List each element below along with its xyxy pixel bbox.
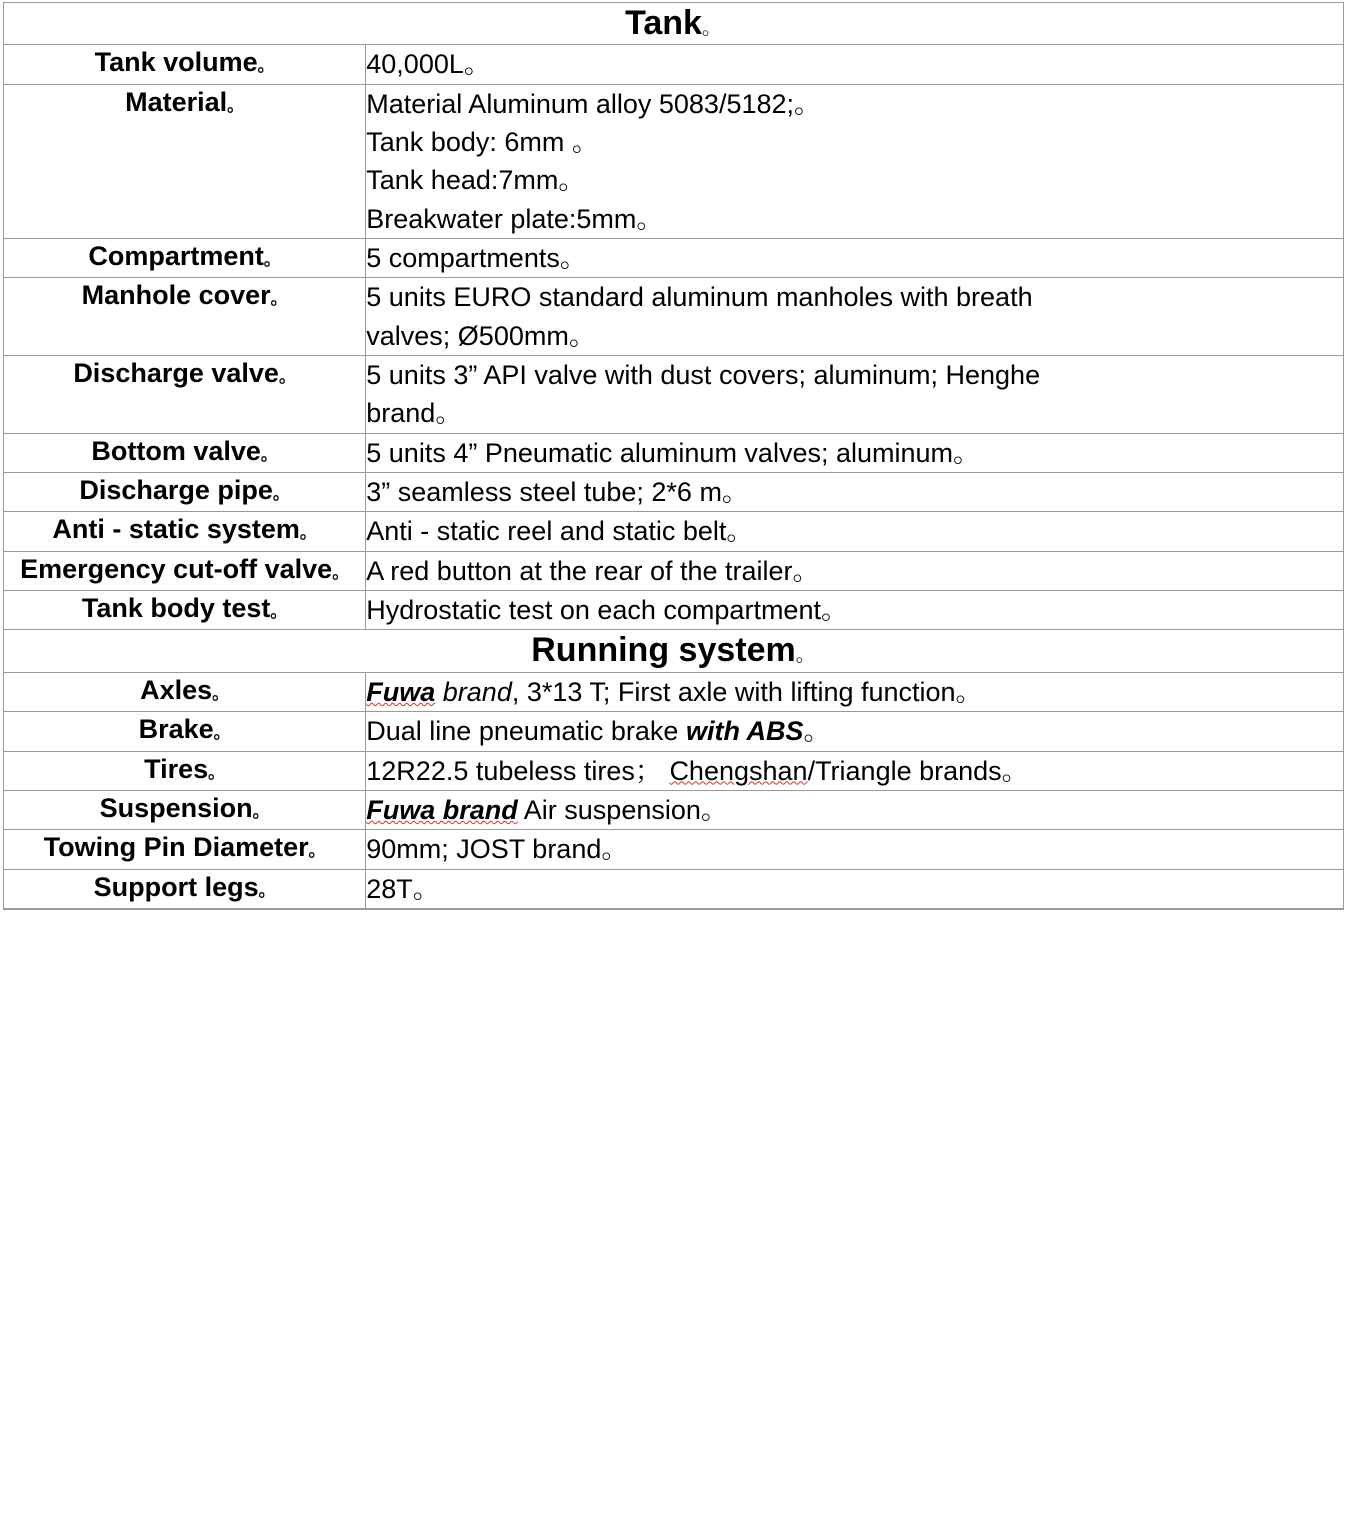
table-row (4, 278, 1344, 356)
label-text: Axles (140, 674, 213, 705)
label-text: Towing Pin Diameter (43, 832, 309, 863)
value-line: brand。 (366, 398, 463, 429)
value-line: 5 units 4” Pneumatic aluminum valves; aluminum。 (366, 437, 981, 468)
label-text: Tank volume (94, 47, 258, 78)
value-line: A red button at the rear of the trailer。 (366, 555, 820, 586)
table-row (4, 84, 1344, 238)
label-text: Tires (144, 753, 209, 784)
label-text: Compartment (88, 241, 264, 272)
section-header-row (4, 3, 1344, 45)
label-mark: 。 (208, 762, 226, 782)
label-text: Anti - static system (52, 514, 300, 545)
row-value-tires (366, 751, 1344, 790)
table-row (4, 356, 1344, 434)
row-label-compartment (4, 239, 366, 278)
table-row (4, 551, 1344, 590)
row-label-manhole-cover (4, 278, 366, 356)
value-line: Hydrostatic test on each compartment。 (366, 595, 848, 626)
value-line: Tank head:7mm。 (366, 165, 586, 196)
row-label-discharge-valve (4, 356, 366, 434)
emphasis-with-abs: with ABS (685, 716, 804, 747)
value-line: 3” seamless steel tube; 2*6 m。 (366, 477, 749, 508)
table-row (4, 591, 1344, 630)
table-row (4, 433, 1344, 472)
row-value-anti-static-system (366, 512, 1344, 551)
brand-fuwa: Fuwa (366, 676, 436, 707)
value-line: 5 compartments。 (366, 243, 587, 274)
label-mark: 。 (308, 841, 326, 861)
table-row (4, 869, 1344, 908)
brand-suffix: brand (435, 676, 512, 707)
table-row (4, 712, 1344, 751)
label-text: Suspension (99, 792, 253, 823)
row-value-manhole-cover (366, 278, 1344, 356)
label-mark: 。 (260, 444, 278, 464)
value-line: 28T。 (366, 873, 440, 904)
table-row (4, 751, 1344, 790)
row-label-tires (4, 751, 366, 790)
value-line: Anti - static reel and static belt。 (366, 516, 754, 547)
value-line: Fuwa brand, 3*13 T; First axle with lifting function。 (366, 676, 983, 707)
table-row (4, 45, 1344, 84)
value-line-wrapper (366, 356, 1343, 394)
label-text: Emergency cut-off valve (20, 553, 333, 584)
value-line: valves; Ø500mm。 (366, 320, 596, 351)
section-title-tank (4, 3, 1344, 45)
brand-chengshan: Chengshan (669, 755, 808, 786)
row-label-tank-volume (4, 45, 366, 84)
row-label-bottom-valve (4, 433, 366, 472)
label-mark: 。 (212, 683, 230, 703)
value-line: Material Aluminum alloy 5083/5182;。 (366, 88, 822, 119)
section-title-running-system (4, 630, 1344, 672)
label-mark: 。 (258, 880, 276, 900)
label-text: Discharge valve (73, 358, 279, 389)
row-value-support-legs (366, 869, 1344, 908)
label-text: Bottom valve (91, 435, 261, 466)
row-label-towing-pin-diameter (4, 830, 366, 869)
label-mark: 。 (270, 289, 288, 309)
label-mark: 。 (213, 723, 231, 743)
label-text: Support legs (93, 871, 259, 902)
brand-fuwa: Fuwa brand (366, 794, 518, 825)
table-row (4, 473, 1344, 512)
row-label-discharge-pipe (4, 473, 366, 512)
row-value-material (366, 84, 1344, 238)
label-mark: 。 (263, 250, 281, 270)
label-mark: 。 (272, 484, 290, 504)
value-line: 12R22.5 tubeless tires； Chengshan/Triangle brands。 (366, 755, 1029, 786)
label-text: Discharge pipe (79, 475, 273, 506)
row-label-brake (4, 712, 366, 751)
row-label-suspension (4, 790, 366, 829)
label-text: Material (125, 86, 228, 117)
label-mark: 。 (332, 562, 350, 582)
row-label-axles (4, 672, 366, 711)
row-value-brake (366, 712, 1344, 751)
label-mark: 。 (299, 523, 317, 543)
label-mark: 。 (227, 95, 245, 115)
row-label-emergency-cut-off-valve (4, 551, 366, 590)
row-value-discharge-pipe (366, 473, 1344, 512)
table-row (4, 790, 1344, 829)
row-value-tank-body-test (366, 591, 1344, 630)
table-row (4, 672, 1344, 711)
row-value-emergency-cut-off-valve (366, 551, 1344, 590)
section-title-text: Running system (531, 631, 796, 670)
specification-table (3, 2, 1344, 909)
label-text: Tank body test (81, 593, 271, 624)
row-label-material (4, 84, 366, 238)
value-line: 40,000L。 (366, 49, 491, 80)
value-line: Tank body: 6mm 。 (366, 127, 599, 158)
value-line: Breakwater plate:5mm。 (366, 203, 664, 234)
row-label-support-legs (4, 869, 366, 908)
label-mark: 。 (278, 367, 296, 387)
row-value-towing-pin-diameter (366, 830, 1344, 869)
value-line: 90mm; JOST brand。 (366, 834, 629, 865)
label-mark: 。 (270, 602, 288, 622)
row-value-bottom-valve (366, 433, 1344, 472)
value-line: Fuwa brand Air suspension。 (366, 794, 728, 825)
row-label-tank-body-test (4, 591, 366, 630)
row-value-compartment (366, 239, 1344, 278)
section-title-text: Tank (625, 4, 702, 42)
label-mark: 。 (257, 56, 275, 76)
value-line: 5 units 3” API valve with dust covers; aluminum; Henghe (366, 360, 1041, 391)
label-text: Manhole cover (81, 280, 271, 311)
table-row (4, 512, 1344, 551)
row-value-suspension (366, 790, 1344, 829)
row-value-discharge-valve (366, 356, 1344, 434)
section-title-mark: 。 (795, 644, 816, 667)
section-title-mark: 。 (701, 17, 722, 39)
page-bottom-divider (3, 909, 1344, 913)
row-value-axles (366, 672, 1344, 711)
label-mark: 。 (252, 801, 270, 821)
table-row (4, 239, 1344, 278)
row-label-anti-static-system (4, 512, 366, 551)
label-text: Brake (138, 714, 214, 745)
section-header-row (4, 630, 1344, 672)
table-row (4, 830, 1344, 869)
specification-document (0, 2, 1348, 913)
value-line: 5 units EURO standard aluminum manholes with breath (366, 282, 1033, 313)
row-value-tank-volume (366, 45, 1344, 84)
value-line: Dual line pneumatic brake with ABS。 (366, 716, 831, 747)
